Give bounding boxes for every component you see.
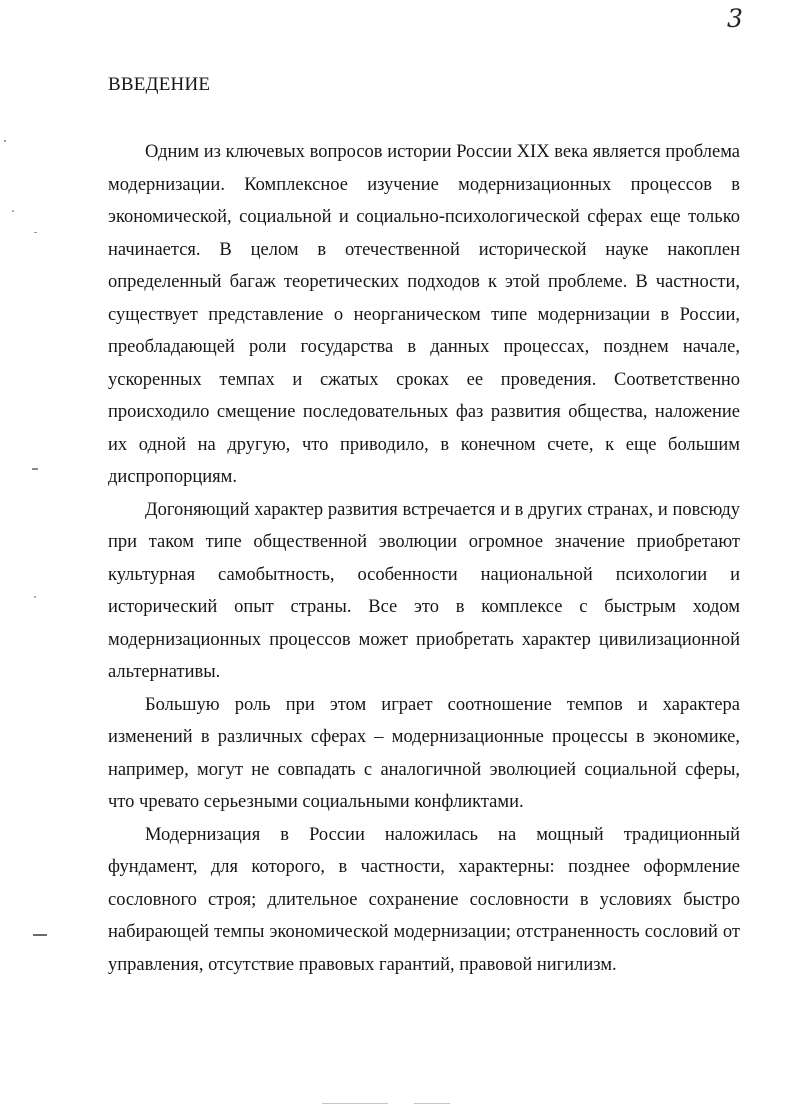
scan-speck	[414, 1103, 450, 1104]
page-title: ВВЕДЕНИЕ	[108, 74, 211, 95]
scan-speck	[34, 596, 36, 598]
scan-speck	[12, 210, 14, 212]
scan-speck	[32, 468, 38, 470]
paragraph-2: Догоняющий характер развития встречается и в других странах, и повсюду при таком типе общественной эволюции огромное значение приобретают культурная самобытность, особенности национальной психологии и исторический опыт страны. Все это в комплексе с быстрым ходом модернизационных процессов может приобретать характер цивилизационной альтернативы.	[108, 499, 740, 682]
scan-speck	[34, 232, 37, 233]
scan-speck	[4, 140, 6, 142]
paragraph-1: Одним из ключевых вопросов истории России XIX века является проблема модернизации. Комплексное изучение модернизационных процессов в экономической, социальной и социально-психологической сферах еще только начинается. В целом в отечественной исторической науке накоплен определенный багаж теоретических подходов к этой проблеме. В частности, существует представление о неорганическом типе модернизации в России, преобладающей роли государства в данных процессах, позднем начале, ускоренных темпах и сжатых сроках ее проведения. Соответственно происходило смещение последовательных фаз развития общества, наложение их одной на другую, что приводило, в конечном счете, к еще большим диспропорциям.	[108, 142, 740, 487]
paragraph-4: Модернизация в России наложилась на мощный традиционный фундамент, для которого, в частности, характерны: позднее оформление сословного строя; длительное сохранение сословности в условиях быстро набирающей темпы экономической модернизации; отстраненность сословий от управления, отсутствие правовых гарантий, правовой нигилизм.	[108, 824, 740, 975]
scan-speck	[322, 1103, 388, 1104]
document-body	[108, 136, 740, 981]
paragraph-3: Большую роль при этом играет соотношение темпов и характера изменений в различных сферах – модернизационные процессы в экономике, например, могут не совпадать с аналогичной эволюцией социальной сферы, что чревато серьезными социальными конфликтами.	[108, 694, 740, 812]
page-number: 3	[727, 4, 743, 33]
scan-speck	[33, 934, 47, 936]
